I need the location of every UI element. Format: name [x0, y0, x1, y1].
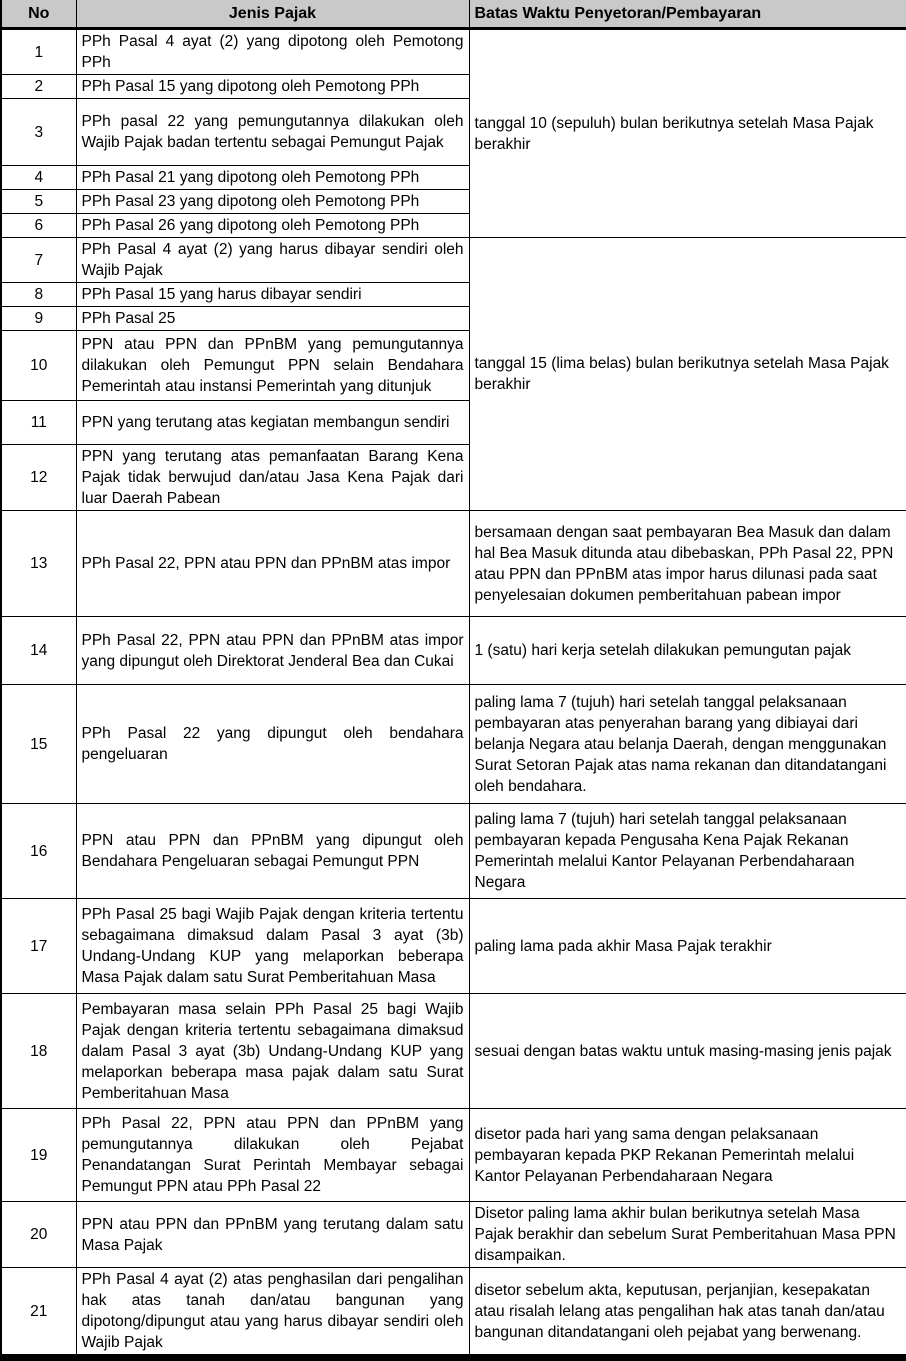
row-number-cell: 19: [1, 1109, 76, 1202]
row-number-cell: 18: [1, 994, 76, 1109]
column-header-jenis-pajak: Jenis Pajak: [76, 0, 469, 29]
deadline-cell: 1 (satu) hari kerja setelah dilakukan pemungutan pajak: [469, 617, 906, 685]
deadline-cell: bersamaan dengan saat pembayaran Bea Masuk dan dalam hal Bea Masuk ditunda atau dibebaskan, PPh Pasal 22, PPN atau PPN dan PPnBM atas impor harus dilunasi pada saat penyelesaian dokumen pemberitahuan pabean impor: [469, 511, 906, 617]
deadline-cell-merged-rows-1-6: tanggal 10 (sepuluh) bulan berikutnya setelah Masa Pajak berakhir: [469, 29, 906, 238]
tax-type-cell: PPh Pasal 15 yang dipotong oleh Pemotong PPh: [76, 75, 469, 99]
deadline-cell: disetor pada hari yang sama dengan pelaksanaan pembayaran kepada PKP Rekanan Pemerintah melalui Kantor Pelayanan Perbendaharaan Negara: [469, 1109, 906, 1202]
tax-type-cell: PPh Pasal 25: [76, 307, 469, 331]
deadline-cell: paling lama 7 (tujuh) hari setelah tanggal pelaksanaan pembayaran atas penyerahan barang yang dibiayai dari belanja Negara atau belanja Daerah, dengan menggunakan Surat Setoran Pajak atas nama rekanan dan ditandatangani oleh bendahara.: [469, 685, 906, 804]
row-number-cell: 14: [1, 617, 76, 685]
table-header: [1, 0, 906, 29]
column-header-batas-waktu: Batas Waktu Penyetoran/Pembayaran: [469, 0, 906, 29]
deadline-cell: Disetor paling lama akhir bulan berikutnya setelah Masa Pajak berakhir dan sebelum Surat Pemberitahuan Masa PPN disampaikan.: [469, 1202, 906, 1268]
row-number-cell: 8: [1, 283, 76, 307]
row-number-cell: 2: [1, 75, 76, 99]
tax-type-cell: PPh Pasal 22, PPN atau PPN dan PPnBM atas impor: [76, 511, 469, 617]
row-number-cell: 15: [1, 685, 76, 804]
row-number-cell: 4: [1, 166, 76, 190]
row-number-cell: 1: [1, 29, 76, 75]
table-row: [1, 899, 906, 994]
table-row: [1, 685, 906, 804]
table-row: [1, 1268, 906, 1358]
deadline-cell: sesuai dengan batas waktu untuk masing-masing jenis pajak: [469, 994, 906, 1109]
table-row: [1, 804, 906, 899]
tax-type-cell: PPN atau PPN dan PPnBM yang terutang dalam satu Masa Pajak: [76, 1202, 469, 1268]
tax-type-cell: PPh Pasal 4 ayat (2) atas penghasilan dari pengalihan hak atas tanah dan/atau bangunan yang dipotong/dipungut atau yang harus dibayar sendiri oleh Wajib Pajak: [76, 1268, 469, 1358]
deadline-cell: disetor sebelum akta, keputusan, perjanjian, kesepakatan atau risalah lelang atas pengalihan hak atas tanah dan/atau bangunan ditandatangani oleh pejabat yang berwenang.: [469, 1268, 906, 1358]
row-number-cell: 17: [1, 899, 76, 994]
tax-type-cell: PPh pasal 22 yang pemungutannya dilakukan oleh Wajib Pajak badan tertentu sebagai Pemungut Pajak: [76, 99, 469, 166]
tax-type-cell: PPh Pasal 15 yang harus dibayar sendiri: [76, 283, 469, 307]
table-row: [1, 617, 906, 685]
row-number-cell: 20: [1, 1202, 76, 1268]
tax-type-cell: PPh Pasal 25 bagi Wajib Pajak dengan kriteria tertentu sebagaimana dimaksud dalam Pasal 3 ayat (3b) Undang-Undang KUP yang melaporkan beberapa Masa Pajak dalam satu Surat Pemberitahuan Masa: [76, 899, 469, 994]
tax-type-cell: Pembayaran masa selain PPh Pasal 25 bagi Wajib Pajak dengan kriteria tertentu sebagaimana dimaksud dalam Pasal 3 ayat (3b) Undang-Undang KUP yang melaporkan beberapa masa pajak dalam satu Surat Pemberitahuan Masa: [76, 994, 469, 1109]
tax-type-cell: PPN yang terutang atas pemanfaatan Barang Kena Pajak tidak berwujud dan/atau Jasa Kena Pajak dari luar Daerah Pabean: [76, 445, 469, 511]
tax-type-cell: PPN yang terutang atas kegiatan membangun sendiri: [76, 401, 469, 445]
table-row: [1, 994, 906, 1109]
row-number-cell: 3: [1, 99, 76, 166]
table-row: [1, 29, 906, 75]
tax-type-cell: PPN atau PPN dan PPnBM yang dipungut oleh Bendahara Pengeluaran sebagai Pemungut PPN: [76, 804, 469, 899]
tax-type-cell: PPh Pasal 23 yang dipotong oleh Pemotong PPh: [76, 190, 469, 214]
tax-type-cell: PPh Pasal 22, PPN atau PPN dan PPnBM yang pemungutannya dilakukan oleh Pejabat Penandatangan Surat Perintah Membayar sebagai Pemungut PPN atau PPh Pasal 22: [76, 1109, 469, 1202]
tax-type-cell: PPh Pasal 22 yang dipungut oleh bendahara pengeluaran: [76, 685, 469, 804]
tax-type-cell: PPh Pasal 26 yang dipotong oleh Pemotong PPh: [76, 214, 469, 238]
header-row: [1, 0, 906, 29]
row-number-cell: 12: [1, 445, 76, 511]
tax-type-cell: PPh Pasal 21 yang dipotong oleh Pemotong PPh: [76, 166, 469, 190]
row-number-cell: 9: [1, 307, 76, 331]
row-number-cell: 5: [1, 190, 76, 214]
table-row: [1, 511, 906, 617]
tax-type-cell: PPh Pasal 22, PPN atau PPN dan PPnBM atas impor yang dipungut oleh Direktorat Jenderal Bea dan Cukai: [76, 617, 469, 685]
deadline-cell: paling lama 7 (tujuh) hari setelah tanggal pelaksanaan pembayaran kepada Pengusaha Kena Pajak Rekanan Pemerintah melalui Kantor Pelayanan Perbendaharaan Negara: [469, 804, 906, 899]
row-number-cell: 6: [1, 214, 76, 238]
deadline-cell: paling lama pada akhir Masa Pajak terakhir: [469, 899, 906, 994]
row-number-cell: 16: [1, 804, 76, 899]
row-number-cell: 7: [1, 238, 76, 283]
table-row: [1, 238, 906, 283]
column-header-no: No: [1, 0, 76, 29]
row-number-cell: 13: [1, 511, 76, 617]
tax-type-cell: PPN atau PPN dan PPnBM yang pemungutannya dilakukan oleh Pemungut PPN selain Bendahara Pemerintah atau instansi Pemerintah yang ditunjuk: [76, 331, 469, 401]
table-row: [1, 1202, 906, 1268]
tax-type-cell: PPh Pasal 4 ayat (2) yang dipotong oleh Pemotong PPh: [76, 29, 469, 75]
row-number-cell: 21: [1, 1268, 76, 1358]
table-row: [1, 1109, 906, 1202]
row-number-cell: 10: [1, 331, 76, 401]
deadline-cell-merged-rows-7-12: tanggal 15 (lima belas) bulan berikutnya setelah Masa Pajak berakhir: [469, 238, 906, 511]
tax-type-cell: PPh Pasal 4 ayat (2) yang harus dibayar sendiri oleh Wajib Pajak: [76, 238, 469, 283]
row-number-cell: 11: [1, 401, 76, 445]
